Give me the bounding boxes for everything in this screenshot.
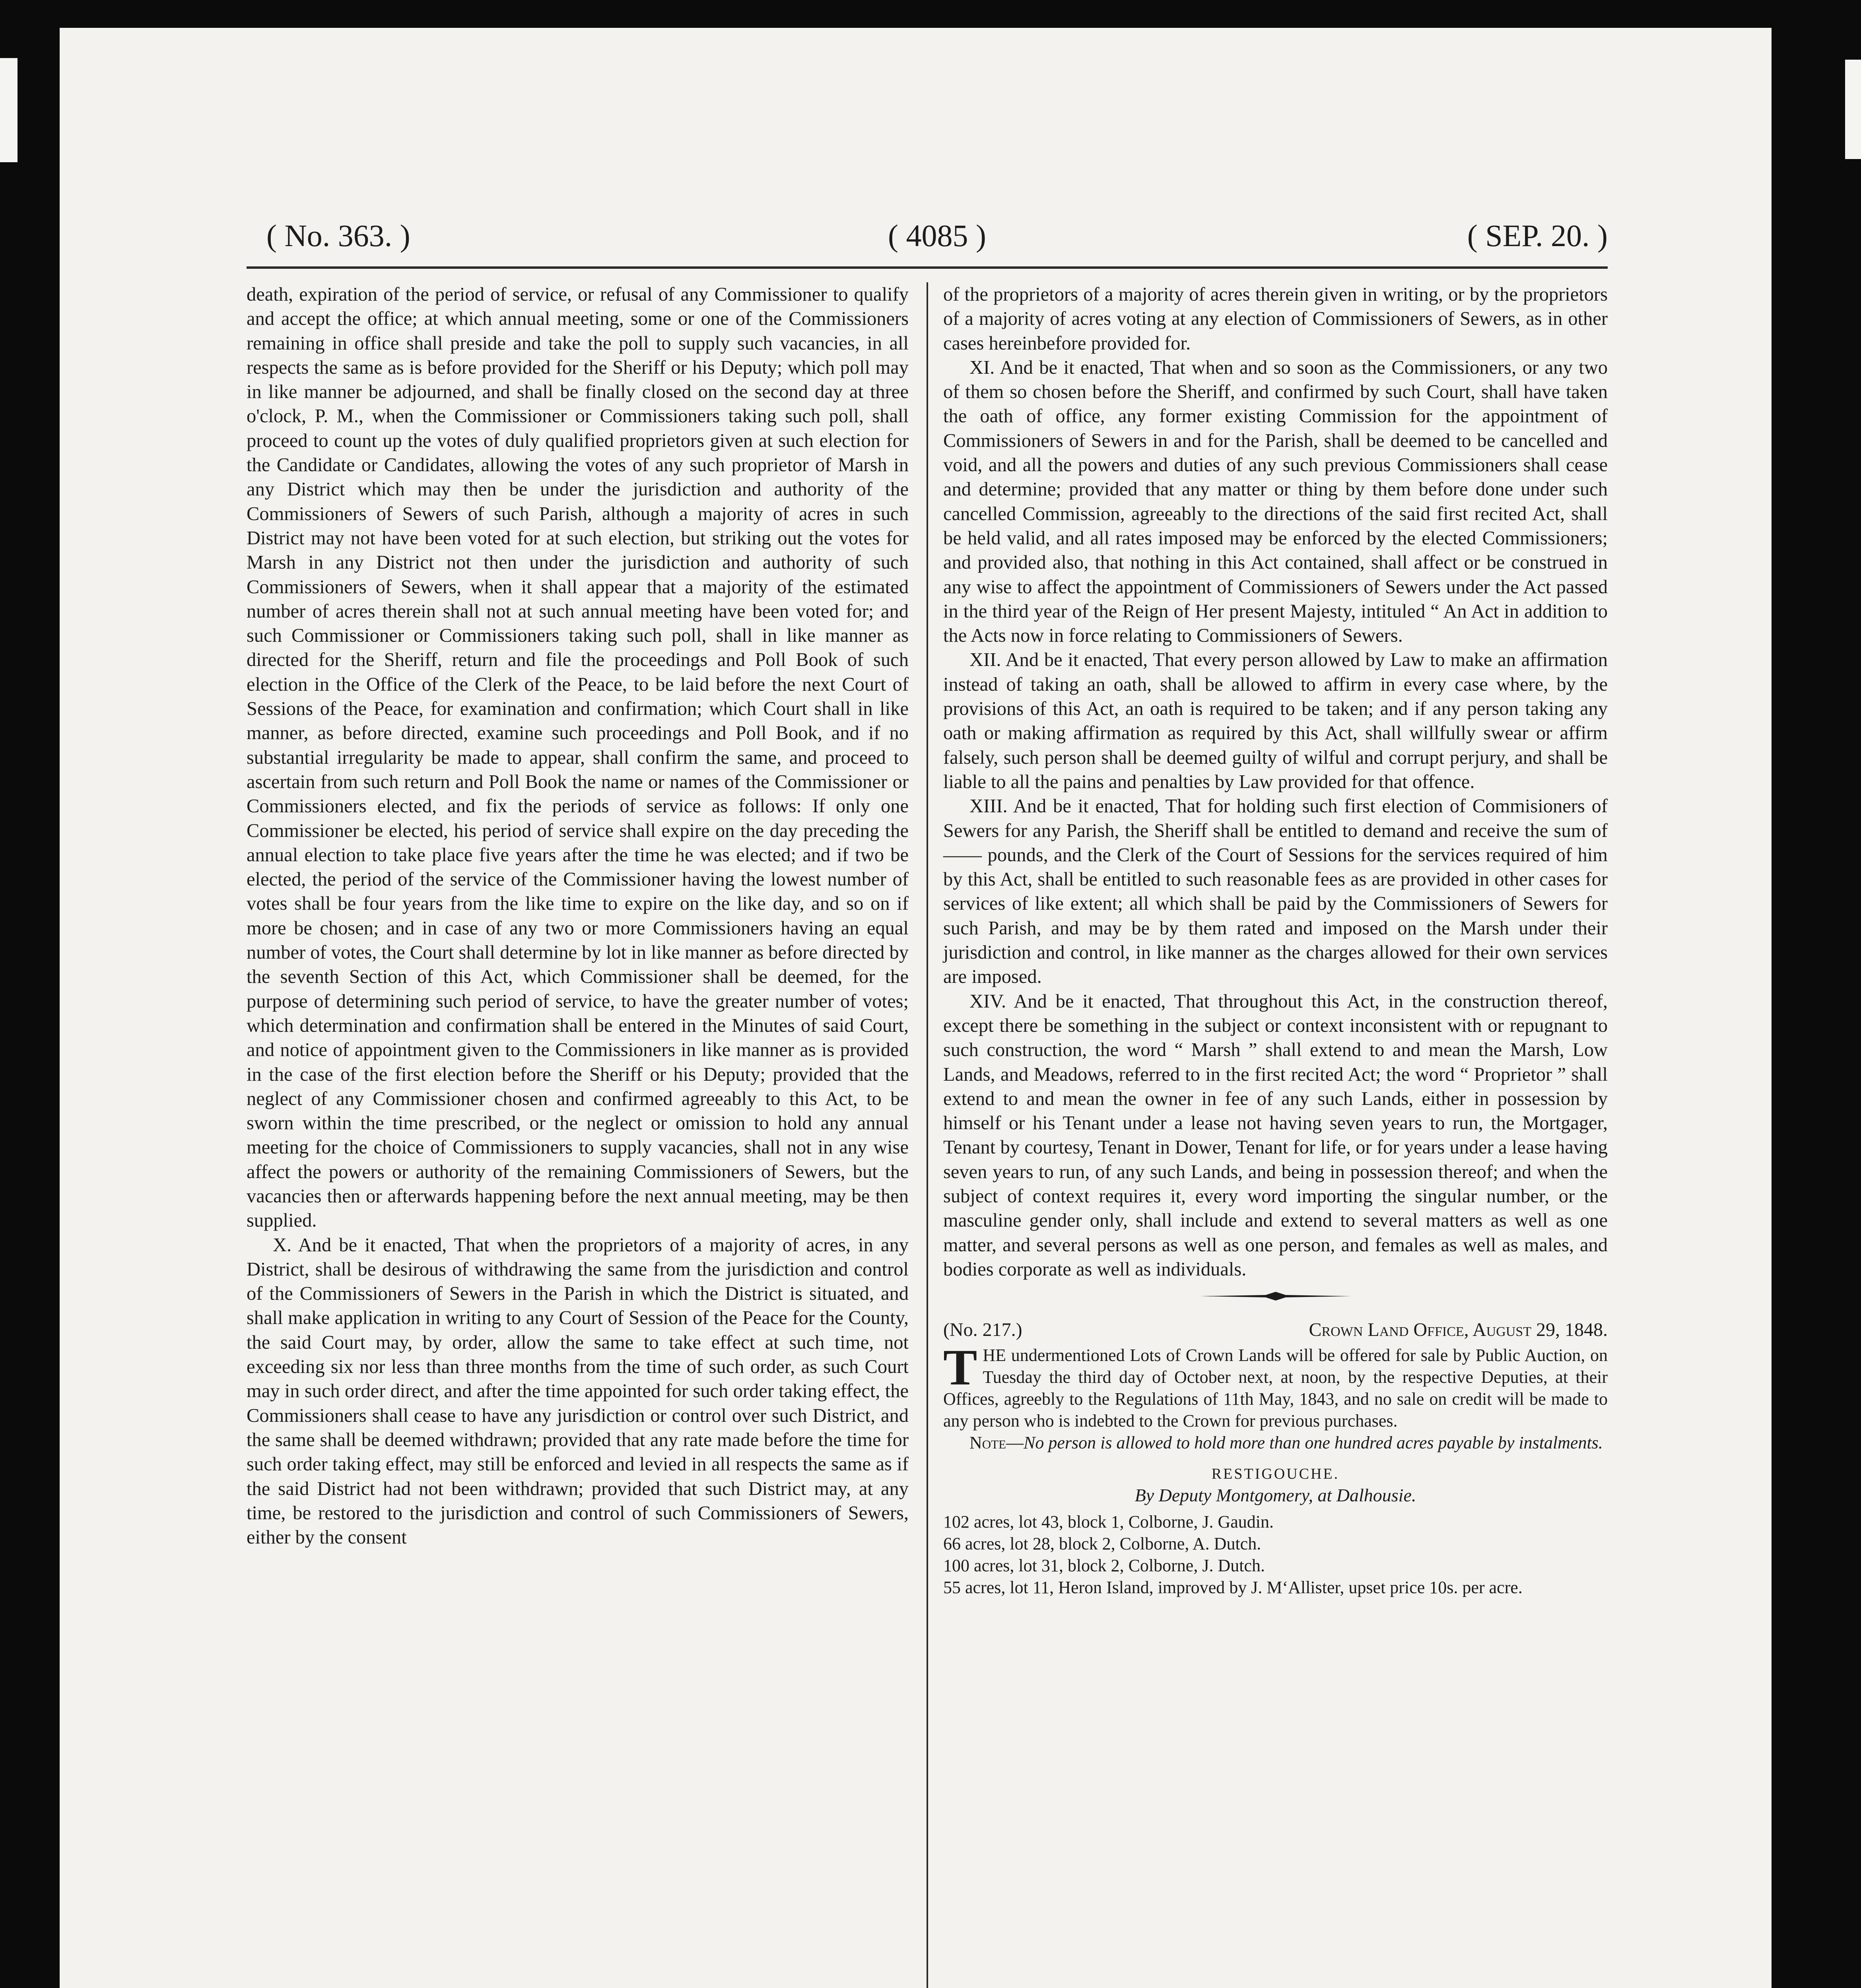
page-number: ( 4085 )	[888, 218, 986, 253]
deputy-line: By Deputy Montgomery, at Dalhousie.	[1134, 1485, 1416, 1506]
list-item: 100 acres, lot 31, block 2, Colborne, J. Dutch.	[943, 1556, 1265, 1576]
notice-body	[943, 1339, 1608, 1432]
paragraph: death, expiration of the period of service, or refusal of any Commissioner to qualify and accept the office; at which annual meeting, some or one of the Commissioners remaining in office shall preside and take the poll to supply such vacancies, in all respects the same as is before provided for the Sheriff or his Deputy; which poll may in like manner be adjourned, and shall be finally closed on the second day at three o'clock, P. M., when the Commissioner or Commissioners taking such poll, shall proceed to count up the votes of duly qualified proprietors given at such election for the Candidate or Candidates, allowing the votes of any such proprietor of Marsh in any District which may then be under the jurisdiction and authority of the Commissioners of Sewers of such Parish, although a majority of acres in such District may not have been voted for at such election, but striking out the votes for Marsh in any District not then under the jurisdiction and authority of such Commissioners of Sewers, when it shall appear that a majority of the estimated number of acres therein shall not at such annual meeting have been voted for; and such Commissioner or Commissioners taking such poll, shall in like manner as directed for the Sheriff, return and file the proceedings and Poll Book of such election in the Office of the Clerk of the Peace, to be laid before the next Court of Sessions of the Peace, for examination and confirmation; which Court shall in like manner, as before directed, examine such proceedings and Poll Book, and if no substantial irregularity be made to appear, shall confirm the same, and proceed to ascertain from such return and Poll Book the name or names of the Commissioner or Commissioners elected, and fix the periods of service as follows: If only one Commissioner be elected, his period of service shall expire on the day preceding the annual election to take place five years after the time he was elected; and if two be elected, the period of the service of the Commissioner having the lowest number of votes shall be four years from the like time to expire on the like day, and so on if more be chosen; and in case of any two or more Commissioners having an equal number of votes, the Court shall determine by lot in like manner as before directed by the seventh Section of this Act, which Commissioner shall be deemed, for the purpose of determining such period of service, to have the greater number of votes; which determination and confirmation shall be entered in the Minutes of said Court, and notice of appointment given to the Commissioners in like manner as is provided in the case of the first election before the Sheriff or his Deputy; provided that the neglect of any Commissioner chosen and confirmed agreeably to this Act, to be sworn within the time prescribed, or the neglect or omission to hold any annual meeting for the choice of Commissioners to supply vacancies, shall not in any wise affect the powers or authority of the remaining Commissioners of Sewers, but the vacancies then or afterwards happening before the next annual meeting, may be then supplied.	[247, 284, 909, 1231]
notice-body-text: HE undermentioned Lots of Crown Lands will be offered for sale by Public Auction, on Tuesday the third day of October next, at noon, by the respective Deputies, at their Offices, agreebly to the Regulations of 11th May, 1843, and no sale on credit will be made to any person who is indebted to the Crown for previous purchases.	[943, 1345, 1608, 1431]
notice-heading	[943, 1318, 1608, 1342]
issue-date: ( SEP. 20. )	[1467, 218, 1608, 253]
county-heading: RESTIGOUCHE.	[1211, 1466, 1340, 1483]
note-label: Note—	[969, 1433, 1024, 1453]
left-column	[247, 282, 909, 1549]
section-xiii: XIII. And be it enacted, That for holding such first election of Commisioners of Sewers for any Parish, the Sheriff shall be entitled to demand and receive the sum of —— pounds, and the Clerk of the Court of Sessions for the services required of him by this Act, shall be entitled to such reasonable fees as are provided in other cases for services of like extent; all which shall be paid by the Commissioners of Sewers for such Parish, and may be by them rated and imposed on the Marsh under their jurisdiction and control, in like manner as the charges allowed for their own services are imposed.	[943, 796, 1608, 988]
paragraph: of the proprietors of a majority of acres therein given in writing, or by the proprietors of a majority of acres voting at any election of Commissioners of Sewers, as in other cases hereinbefore provided for.	[943, 284, 1608, 354]
list-item: 102 acres, lot 43, block 1, Colborne, J. Gaudin.	[943, 1512, 1274, 1532]
column-divider	[927, 282, 928, 1988]
section-xiv: XIV. And be it enacted, That throughout this Act, in the construction thereof, except there be something in the subject or context inconsistent with or repugnant to such construction, the word “ Marsh ” shall extend to and mean the Marsh, Low Lands, and Meadows, referred to in the first recited Act; the word “ Proprietor ” shall extend to and mean the owner in fee of any such Lands, either in possession by himself or his Tenant under a lease not having seven years to run, the Mortgager, Tenant by courtesy, Tenant in Dower, Tenant for life, or for years under a lease having seven years to run, of any such Lands, and being in possession thereof; and when the subject of context requires it, every word importing the singular number, or the masculine gender only, shall include and extend to several matters as well as one matter, and several persons as well as one person, and females as well as males, and bodies corporate as well as individuals.	[943, 990, 1608, 1280]
list-item: 55 acres, lot 11, Heron Island, improved by J. M‘Allister, upset price 10s. per acre.	[943, 1578, 1523, 1598]
section-x: X. And be it enacted, That when the proprietors of a majority of acres, in any District, shall be desirous of withdrawing the same from the jurisdiction and control of the Commissioners of Sewers in the Parish in which the District is situated, and shall make application in writing to any Court of Session of the Peace for the County, the said Court may, by order, allow the same to take effect at such time, not exceeding six nor less than three months from the time of such order, as such Court may in such order direct, and after the time appointed for such order taking effect, the Commissioners shall cease to have any jurisdiction or control over such District, and the same shall be deemed withdrawn; provided that any rate made before the time for such order taking effect, may still be enforced and levied in all respects the same as if the said District had not been withdrawn; provided that such District may, at any time, be restored to the jurisdiction and control of such Commissioners of Sewers, either by the consent	[247, 1234, 909, 1548]
notice-number: (No. 217.)	[943, 1319, 1022, 1341]
issue-number: ( No. 363. )	[266, 218, 410, 253]
section-xii: XII. And be it enacted, That every person allowed by Law to make an affirmation instead of taking an oath, shall be allowed to affirm in every case where, by the provisions of this Act, an oath is required to be taken; and if any person taking any oath or making affirmation as required by this Act, shall willfully swear or affirm falsely, such person shall be deemed guilty of wilful and corrupt perjury, and shall be liable to all the pains and penalties by Law provided for that offence.	[943, 649, 1608, 792]
scan-edge-mark-left	[0, 58, 17, 162]
drop-cap: T	[943, 1339, 977, 1396]
scan-edge-mark-right	[1845, 60, 1861, 159]
right-column	[943, 282, 1608, 1598]
page-header	[266, 218, 1608, 254]
lot-list	[943, 1511, 1608, 1598]
section-xi: XI. And be it enacted, That when and so soon as the Commissioners, or any two of them so chosen before the Sheriff, and confirmed by such Court, shall have taken the oath of office, any former existing Commission for the appointment of Commissioners of Sewers in and for the Parish, shall be deemed to be cancelled and void, and all the powers and duties of any such previous Commissioners shall cease and determine; provided that any matter or thing by them before done under such cancelled Commission, agreeably to the directions of the said first recited Act, shall be held valid, and all rates imposed may be enforced by the elected Commissioners; and provided also, that nothing in this Act contained, shall affect or be construed in any wise to affect the appointment of Commissioners of Sewers under the Act passed in the third year of the Reign of Her present Majesty, intituled “ An Act in addition to the Acts now in force relating to Commissioners of Sewers.	[943, 357, 1608, 646]
crown-land-notice	[943, 1318, 1608, 1598]
notice-office-date: Crown Land Office, August 29, 1848.	[1309, 1319, 1608, 1341]
gazette-page	[60, 28, 1772, 1988]
list-item: 66 acres, lot 28, block 2, Colborne, A. Dutch.	[943, 1534, 1261, 1554]
ornamental-rule	[1200, 1290, 1351, 1302]
header-rule	[247, 266, 1608, 269]
notice-note	[943, 1432, 1608, 1454]
note-text: No person is allowed to hold more than one hundred acres payable by instalments.	[1024, 1433, 1603, 1453]
